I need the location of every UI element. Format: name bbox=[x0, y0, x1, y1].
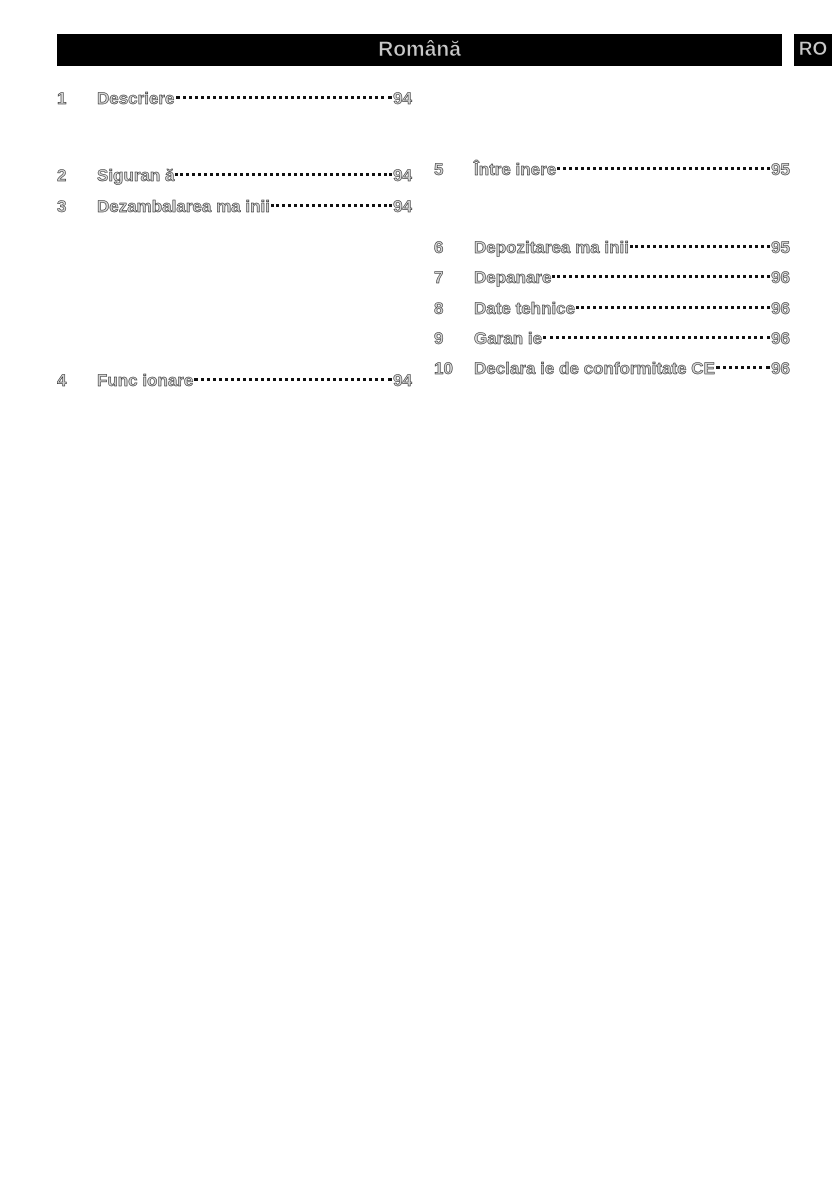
toc-dot-leader bbox=[716, 362, 770, 369]
toc-number: 5 bbox=[434, 160, 444, 179]
toc-dot-leader bbox=[176, 92, 393, 99]
toc-page-number: 95 bbox=[771, 238, 790, 257]
toc-number: 3 bbox=[57, 197, 67, 216]
toc-title: Siguran ă bbox=[97, 166, 175, 185]
toc-number: 6 bbox=[434, 238, 444, 257]
toc-title: Garan ie bbox=[474, 329, 543, 348]
toc-dot-leader bbox=[630, 241, 770, 248]
toc-dot-leader bbox=[175, 169, 392, 176]
toc-entry-functionare[interactable] bbox=[57, 369, 412, 393]
toc-entry-siguranta[interactable] bbox=[57, 164, 412, 188]
toc-page-number: 96 bbox=[771, 329, 790, 348]
toc-dot-leader bbox=[543, 332, 770, 339]
toc-title: Dezambalarea ma inii bbox=[97, 197, 270, 216]
toc-title: Date tehnice bbox=[474, 299, 576, 318]
toc-entry-declaratie-ce[interactable] bbox=[434, 357, 790, 381]
toc-title: Declara ie de conformitate CE bbox=[474, 359, 715, 378]
toc-entry-garantie[interactable] bbox=[434, 327, 790, 351]
toc-entry-depozitarea[interactable] bbox=[434, 236, 790, 260]
toc-dot-leader bbox=[552, 271, 770, 278]
toc-number: 9 bbox=[434, 329, 444, 348]
toc-number: 7 bbox=[434, 268, 444, 287]
toc-title: Func ionare bbox=[97, 371, 194, 390]
toc-title: Între inere bbox=[474, 160, 557, 179]
toc-number: 2 bbox=[57, 166, 67, 185]
toc-number: 1 bbox=[57, 89, 67, 108]
toc-dot-leader bbox=[194, 374, 392, 381]
toc-entry-intretinere[interactable] bbox=[434, 158, 790, 182]
toc-page-number: 94 bbox=[393, 166, 412, 185]
page-title: Română bbox=[378, 38, 461, 61]
toc-number: 10 bbox=[434, 359, 453, 378]
language-badge: RO bbox=[794, 34, 832, 66]
toc-dot-leader bbox=[271, 200, 392, 207]
toc-page-number: 96 bbox=[771, 299, 790, 318]
toc-dot-leader bbox=[557, 163, 770, 170]
toc-title: Depozitarea ma inii bbox=[474, 238, 629, 257]
toc-dot-leader bbox=[576, 302, 770, 309]
toc-page-number: 94 bbox=[393, 197, 412, 216]
toc-page-number: 94 bbox=[393, 89, 412, 108]
toc-page-number: 95 bbox=[771, 160, 790, 179]
toc-page-number: 96 bbox=[771, 359, 790, 378]
toc-entry-dezambalarea[interactable] bbox=[57, 195, 412, 219]
toc-entry-date-tehnice[interactable] bbox=[434, 297, 790, 321]
toc-page-number: 94 bbox=[393, 371, 412, 390]
toc-entry-depanare[interactable] bbox=[434, 266, 790, 290]
toc-entry-descriere[interactable] bbox=[57, 87, 412, 111]
toc-title: Depanare bbox=[474, 268, 552, 287]
toc-title: Descriere bbox=[97, 89, 175, 108]
toc-number: 8 bbox=[434, 299, 444, 318]
toc-number: 4 bbox=[57, 371, 67, 390]
toc-page-number: 96 bbox=[771, 268, 790, 287]
